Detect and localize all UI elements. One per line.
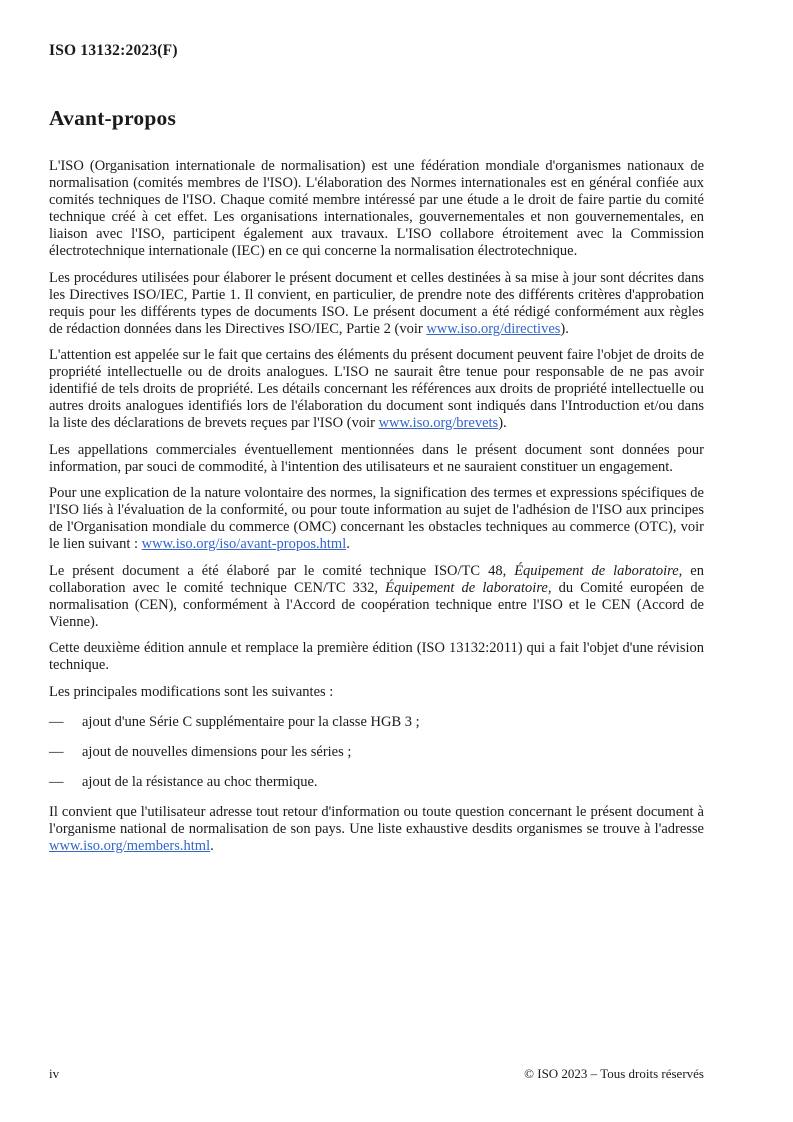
modifications-list xyxy=(49,714,704,791)
paragraph-voluntary-nature xyxy=(49,485,704,553)
paragraph-text: ). xyxy=(498,415,507,431)
paragraph-text: Le présent document a été élaboré par le comité technique ISO/TC 48, xyxy=(49,562,515,579)
paragraph-iso-intro: L'ISO (Organisation internationale de normalisation) est une fédération mondiale d'organismes nationaux de normalisation (comités membres de l'ISO). L'élaboration des Normes internationales est en général confiée aux comités techniques de l'ISO. Chaque comité membre intéressé par une étude a le droit de faire partie du comité technique créé à cet effet. Les organisations internationales, gouvernementales et non gouvernementales, en liaison avec l'ISO, participent également aux travaux. L'ISO collabore étroitement avec la Commission électrotechnique internationale (IEC) en ce qui concerne la normalisation électrotechnique. xyxy=(49,158,704,259)
list-item xyxy=(49,714,704,731)
list-item-text: ajout de la résistance au choc thermique. xyxy=(82,773,318,790)
em-dash-bullet: — xyxy=(49,743,64,760)
paragraph-text: . xyxy=(210,837,214,854)
link-iso-members[interactable]: www.iso.org/members.html xyxy=(49,837,211,854)
paragraph-text: Les procédures utilisées pour élaborer le présent document et celles destinées à sa mise à jour sont décrites dans les Directives ISO/IEC, Partie 1. Il convient, en particulier, de prendre note des différents critères d'approbation requis pour les différents types de documents ISO. Le présent document a été rédigé conformément aux règles de rédaction données dans les Directives ISO/IEC, Partie 2 (voir xyxy=(49,269,704,337)
paragraph-text: . xyxy=(346,536,350,552)
page-title: Avant-propos xyxy=(49,106,177,130)
paragraph-text: en collaboration avec le comité technique CEN/TC 332, xyxy=(49,562,704,596)
paragraph-committee xyxy=(49,563,704,631)
list-item xyxy=(49,774,704,791)
em-dash-bullet: — xyxy=(49,773,64,790)
link-iso-brevets[interactable]: www.iso.org/brevets xyxy=(378,415,499,431)
list-item xyxy=(49,744,704,761)
paragraph-text: Pour une explication de la nature volontaire des normes, la signification des termes et expressions spécifiques de l'ISO liés à l'évaluation de la conformité, ou pour toute information au sujet de l'adhésion de l'ISO aux principes de l'Organisation mondiale du commerce (OMC) concernant les obstacles techniques au commerce (OTC), voir le lien suivant : xyxy=(49,485,704,552)
paragraph-modifications-intro: Les principales modifications sont les suivantes : xyxy=(49,683,334,700)
paragraph-text: du Comité européen de normalisation (CEN), conformément à l'Accord de coopération technique entre l'ISO et le CEN (Accord de Vienne). xyxy=(49,579,705,630)
page-number: iv xyxy=(49,1066,60,1081)
link-iso-avant-propos[interactable]: www.iso.org/iso/avant-propos.html xyxy=(141,536,347,552)
list-item-text: ajout d'une Série C supplémentaire pour la classe HGB 3 ; xyxy=(82,713,420,730)
list-item-text: ajout de nouvelles dimensions pour les séries ; xyxy=(82,743,352,760)
paragraph-patents xyxy=(49,347,704,432)
paragraph-second-edition: Cette deuxième édition annule et remplace la première édition (ISO 13132:2011) qui a fait l'objet d'une révision technique. xyxy=(49,640,704,673)
committee-name-italic: Équipement de laboratoire, xyxy=(385,579,552,596)
copyright-notice: © ISO 2023 – Tous droits réservés xyxy=(524,1066,704,1081)
document-reference: ISO 13132:2023(F) xyxy=(49,42,178,59)
em-dash-bullet: — xyxy=(49,713,64,730)
link-iso-directives[interactable]: www.iso.org/directives xyxy=(426,320,561,337)
paragraph-text: Il convient que l'utilisateur adresse tout retour d'information ou toute question concernant le présent document à l'organisme national de normalisation de son pays. Une liste exhaustive desdits organismes se trouve à l'adresse xyxy=(49,803,704,837)
committee-name-italic: Équipement de laboratoire, xyxy=(514,562,683,579)
page-content xyxy=(49,0,704,855)
paragraph-procedures xyxy=(49,270,704,338)
paragraph-text: L'attention est appelée sur le fait que certains des éléments du présent document peuvent faire l'objet de droits de propriété intellectuelle ou de droits analogues. L'ISO ne saurait être tenue pour responsable de ne pas avoir identifié de tels droits de propriété. Les détails concernant les références aux droits de propriété intellectuelle ou autres droits analogues identifiés lors de l'élaboration du document sont indiqués dans l'Introduction et/ou dans la liste des déclarations de brevets reçues par l'ISO (voir xyxy=(49,347,704,431)
paragraph-trade-names: Les appellations commerciales éventuellement mentionnées dans le présent document sont données pour information, par souci de commodité, à l'intention des utilisateurs et ne sauraient constituer un engagement. xyxy=(49,441,704,475)
page-footer xyxy=(49,1066,704,1082)
paragraph-text: ). xyxy=(560,320,569,337)
paragraph-feedback xyxy=(49,804,704,855)
